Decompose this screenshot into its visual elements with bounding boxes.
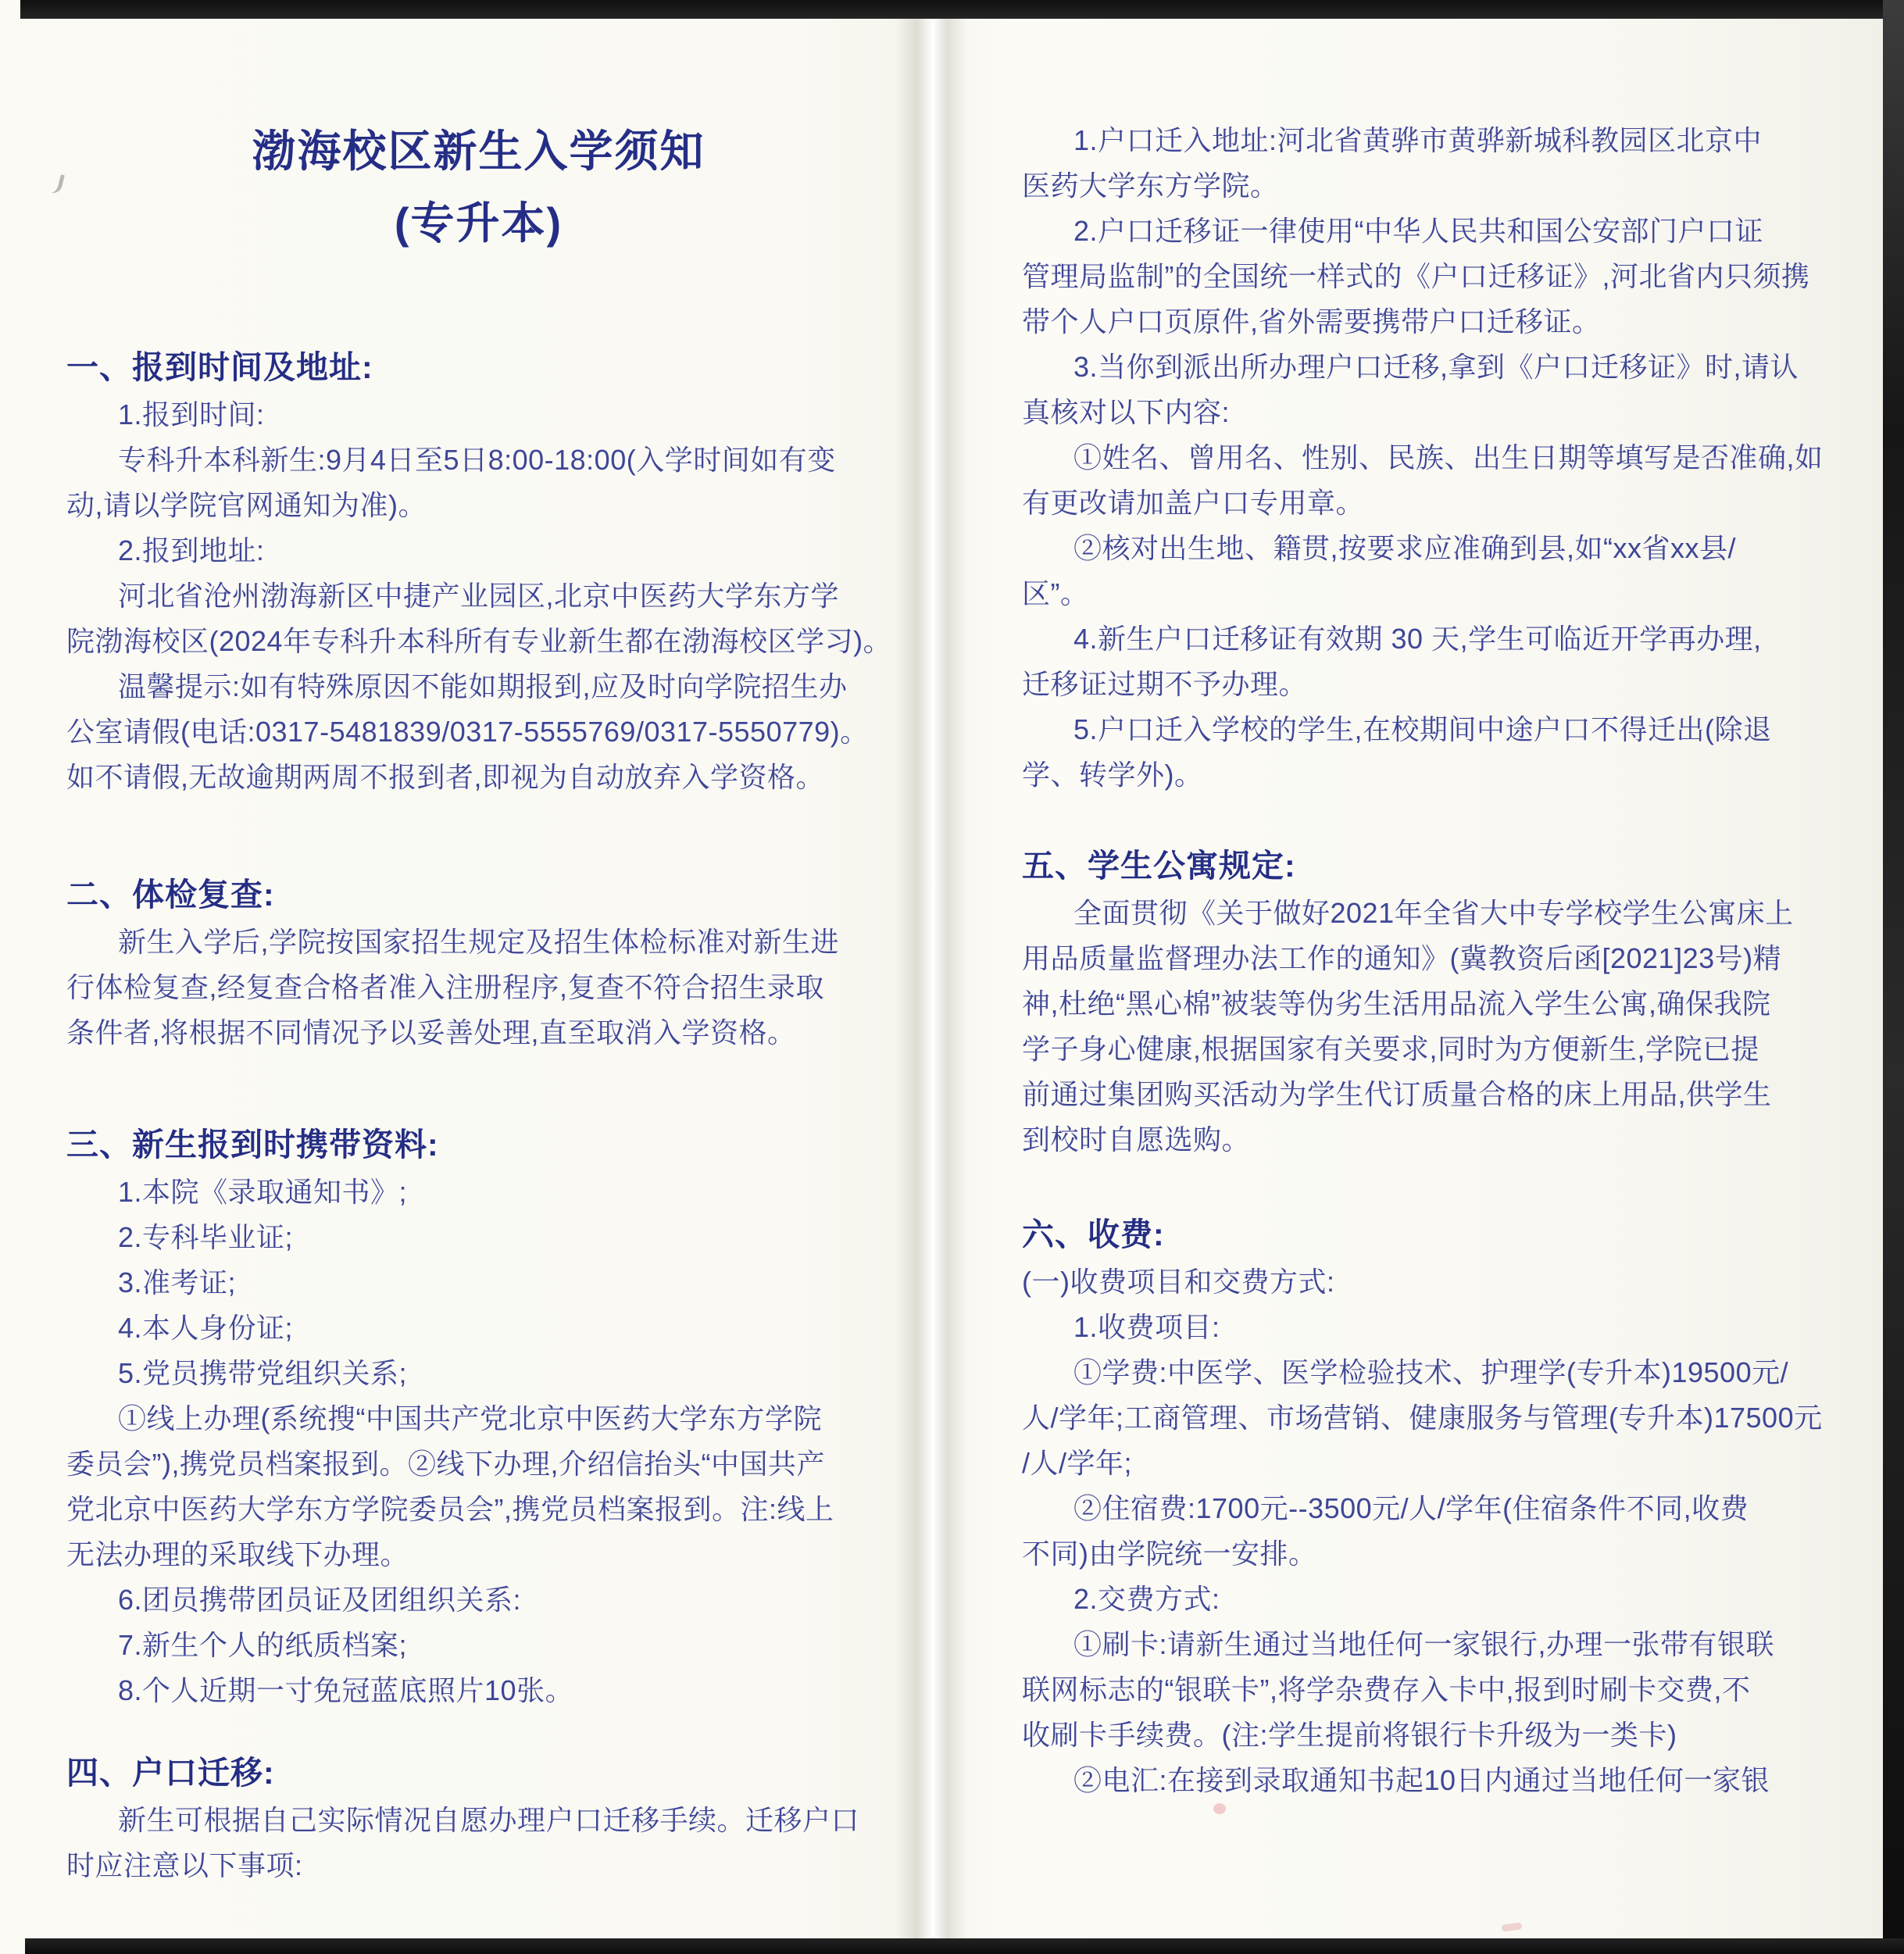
text-line: ①刷卡:请新生通过当地任何一家银行,办理一张带有银联 bbox=[1073, 1628, 1775, 1660]
section-heading-3: 三、新生报到时携带资料: bbox=[66, 1127, 439, 1163]
text-line: 如不请假,无故逾期两周不报到者,即视为自动放弃入学资格。 bbox=[66, 761, 825, 793]
text-line: 院渤海校区(2024年专科升本科所有专业新生都在渤海校区学习)。 bbox=[66, 625, 892, 657]
text-line: 无法办理的采取线下办理。 bbox=[66, 1538, 409, 1570]
text-line: ①线上办理(系统搜“中国共产党北京中医药大学东方学院 bbox=[118, 1402, 822, 1434]
text-line: 4.本人身份证; bbox=[118, 1312, 294, 1344]
text-line: 时应注意以下事项: bbox=[66, 1849, 303, 1881]
text-line: 学子身心健康,根据国家有关要求,同时为方便新生,学院已提 bbox=[1022, 1033, 1760, 1065]
text-line: ①姓名、曾用名、性别、民族、出生日期等填写是否准确,如 bbox=[1073, 441, 1824, 473]
text-line: 神,杜绝“黑心棉”被装等伪劣生活用品流入学生公寓,确保我院 bbox=[1022, 988, 1771, 1020]
section-heading-1: 一、报到时间及地址: bbox=[66, 349, 373, 385]
text-line: ②电汇:在接到录取通知书起10日内通过当地任何一家银 bbox=[1073, 1764, 1770, 1796]
text-line: 区”。 bbox=[1022, 577, 1089, 609]
text-line: 真核对以下内容: bbox=[1022, 396, 1231, 428]
text-line: 3.准考证; bbox=[118, 1266, 237, 1298]
text-line: ②住宿费:1700元--3500元/人/学年(住宿条件不同,收费 bbox=[1073, 1492, 1749, 1524]
text-line: 8.个人近期一寸免冠蓝底照片10张。 bbox=[118, 1674, 574, 1706]
text-line: 行体检复查,经复查合格者准入注册程序,复查不符合招生录取 bbox=[66, 971, 825, 1003]
section-heading-5: 五、学生公寓规定: bbox=[1022, 848, 1296, 884]
text-line: (一)收费项目和交费方式: bbox=[1022, 1266, 1335, 1298]
document-title-line-2: (专升本) bbox=[394, 198, 563, 248]
text-line: 4.新生户口迁移证有效期 30 天,学生可临近开学再办理, bbox=[1073, 623, 1762, 655]
text-line: 全面贯彻《关于做好2021年全省大中专学校学生公寓床上 bbox=[1073, 897, 1794, 929]
text-line: /人/学年; bbox=[1022, 1447, 1133, 1479]
text-line: 有更改请加盖户口专用章。 bbox=[1022, 487, 1365, 519]
text-line: 前通过集团购买活动为学生代订质量合格的床上用品,供学生 bbox=[1022, 1078, 1772, 1110]
text-line: 2.户口迁移证一律使用“中华人民共和国公安部门户口证 bbox=[1073, 215, 1764, 247]
text-line: 联网标志的“银联卡”,将学杂费存入卡中,报到时刷卡交费,不 bbox=[1022, 1674, 1751, 1706]
scanner-edge-top bbox=[20, 0, 1904, 19]
text-line: 动,请以学院官网通知为准)。 bbox=[66, 489, 427, 521]
text-line: 管理局监制”的全国统一样式的《户口迁移证》,河北省内只须携 bbox=[1022, 260, 1810, 292]
page-fold-crease bbox=[895, 0, 967, 1954]
text-line: 5.党员携带党组织关系; bbox=[118, 1357, 408, 1389]
text-line: 带个人户口页原件,省外需要携带户口迁移证。 bbox=[1022, 305, 1601, 338]
text-line: 新生入学后,学院按国家招生规定及招生体检标准对新生进 bbox=[118, 926, 840, 958]
text-line: 专科升本科新生:9月4日至5日8:00-18:00(入学时间如有变 bbox=[118, 444, 836, 476]
text-line: 5.户口迁入学校的学生,在校期间中途户口不得迁出(除退 bbox=[1073, 713, 1772, 745]
text-line: 到校时自愿选购。 bbox=[1022, 1123, 1251, 1156]
right-page-column bbox=[1022, 0, 1858, 1803]
text-line: 收刷卡手续费。(注:学生提前将银行卡升级为一类卡) bbox=[1022, 1719, 1677, 1751]
text-line: 2.交费方式: bbox=[1073, 1583, 1220, 1615]
section-heading-6: 六、收费: bbox=[1022, 1216, 1165, 1252]
section-heading-2: 二、体检复查: bbox=[66, 877, 275, 913]
text-line: 7.新生个人的纸质档案; bbox=[118, 1629, 408, 1661]
scanner-edge-bottom bbox=[25, 1938, 1904, 1954]
text-line: 委员会”),携党员档案报到。②线下办理,介绍信抬头“中国共产 bbox=[66, 1448, 825, 1480]
text-line: 6.团员携带团员证及团组织关系: bbox=[118, 1584, 522, 1616]
text-line: 1.报到时间: bbox=[118, 398, 265, 430]
text-line: 1.收费项目: bbox=[1073, 1311, 1220, 1343]
text-line: 1.户口迁入地址:河北省黄骅市黄骅新城科教园区北京中 bbox=[1073, 124, 1763, 156]
left-page-column bbox=[66, 0, 891, 1888]
text-line: 医药大学东方学院。 bbox=[1022, 170, 1279, 202]
text-line: 1.本院《录取通知书》; bbox=[118, 1176, 408, 1208]
text-line: 党北京中医药大学东方学院委员会”,携党员档案报到。注:线上 bbox=[66, 1493, 834, 1525]
document-title-line-1: 渤海校区新生入学须知 bbox=[252, 127, 706, 176]
text-line: 河北省沧州渤海新区中捷产业园区,北京中医药大学东方学 bbox=[118, 580, 840, 612]
text-line: 温馨提示:如有特殊原因不能如期报到,应及时向学院招生办 bbox=[118, 670, 848, 702]
text-line: 不同)由学院统一安排。 bbox=[1022, 1538, 1317, 1570]
text-line: 人/学年;工商管理、市场营销、健康服务与管理(专升本)17500元 bbox=[1022, 1402, 1823, 1434]
text-line: 公室请假(电话:0317-5481839/0317-5555769/0317-5550779)。 bbox=[66, 716, 869, 748]
text-line: 2.报到地址: bbox=[118, 534, 265, 566]
text-line: 2.专科毕业证; bbox=[118, 1221, 294, 1253]
scan-artifact-smudge bbox=[1213, 1803, 1226, 1814]
text-line: 新生可根据自己实际情况自愿办理户口迁移手续。迁移户口 bbox=[118, 1804, 860, 1836]
text-line: 3.当你到派出所办理户口迁移,拿到《户口迁移证》时,请认 bbox=[1073, 351, 1799, 383]
scanner-edge-right bbox=[1883, 0, 1904, 1954]
text-line: ②核对出生地、籍贯,按要求应准确到县,如“xx省xx县/ bbox=[1073, 532, 1736, 564]
text-line: ①学费:中医学、医学检验技术、护理学(专升本)19500元/ bbox=[1073, 1356, 1789, 1388]
text-line: 迁移证过期不予办理。 bbox=[1022, 668, 1308, 700]
text-line: 学、转学外)。 bbox=[1022, 759, 1203, 791]
text-line: 用品质量监督理办法工作的通知》(冀教资后函[2021]23号)精 bbox=[1022, 942, 1782, 974]
section-heading-4: 四、户口迁移: bbox=[66, 1755, 275, 1791]
text-line: 条件者,将根据不同情况予以妥善处理,直至取消入学资格。 bbox=[66, 1016, 796, 1048]
